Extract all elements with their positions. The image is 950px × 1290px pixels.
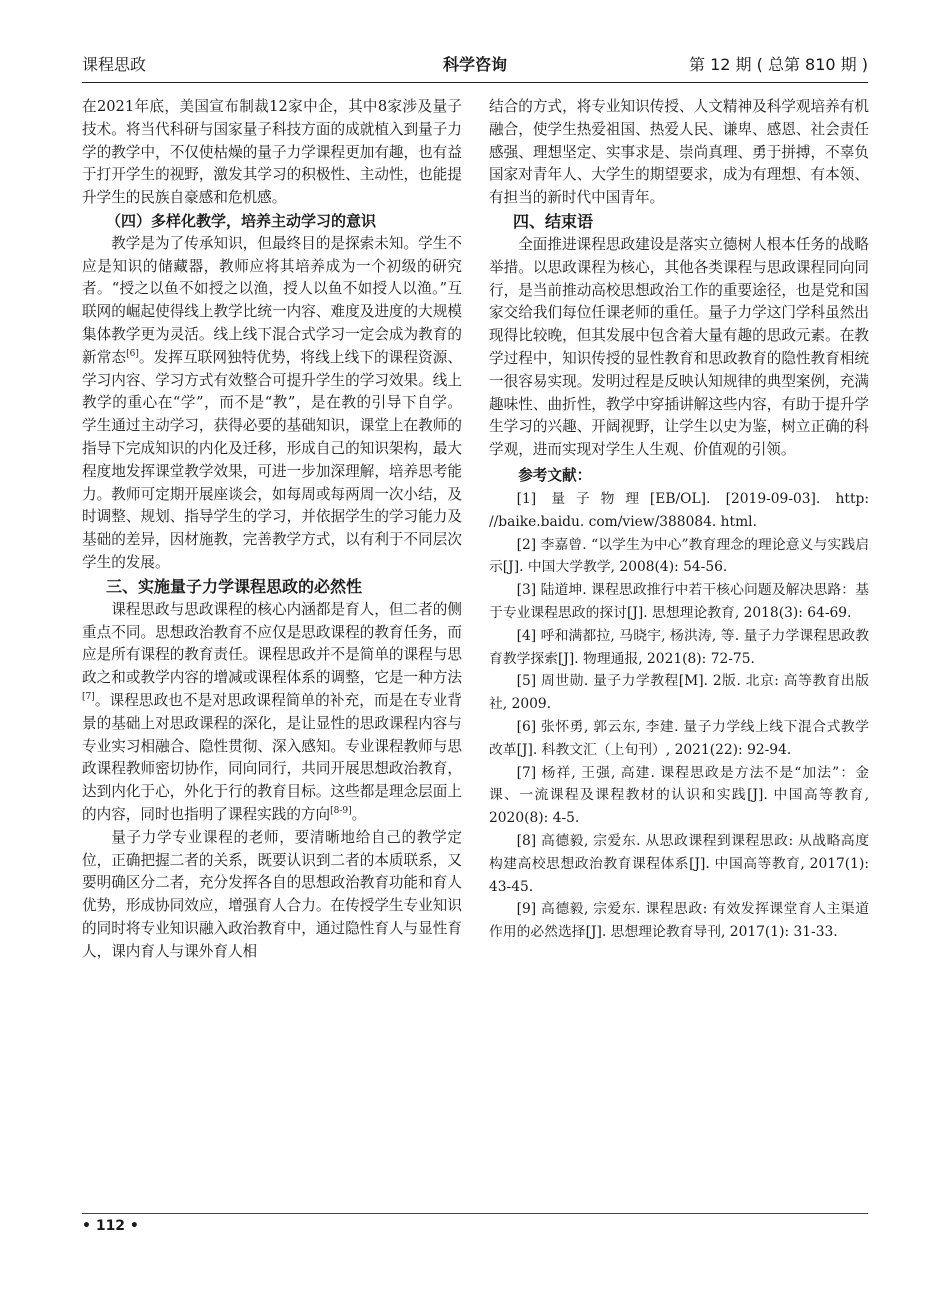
header-journal-title: 科学咨询 bbox=[442, 55, 507, 74]
reference-item: [3] 陆道坤. 课程思政推行中若干核心问题及解决思路：基于专业课程思政的探讨[J]. 思想理论教育, 2018(3): 64-69. bbox=[489, 582, 869, 621]
paragraph: 量子力学专业课程的老师，要清晰地给自己的教学定位，正确把握二者的关系，既要认识到二者的本质联系，又要明确区分二者，充分发挥各自的思想政治教育功能和育人优势，形成协同效应，增强育人合力。在传授学生专业知识的同时将专业知识融入政治教育中，通过隐性育人与显性育人，课内育人与课外育人相 bbox=[82, 828, 462, 960]
right-column bbox=[489, 96, 869, 944]
header-issue: 第 12 期 ( 总第 810 期 ) bbox=[689, 55, 868, 74]
section-heading: 三、实施量子力学课程思政的必然性 bbox=[106, 576, 363, 596]
citation: [6] bbox=[126, 348, 139, 359]
references-title: 参考文献： bbox=[518, 466, 592, 484]
running-header bbox=[82, 52, 868, 78]
reference-item: [4] 呼和满都拉, 马晓宇, 杨洪涛, 等. 量子力学课程思政教育教学探索[J]. 物理通报, 2021(8): 72-75. bbox=[489, 627, 869, 667]
subsection-heading: （四）多样化教学，培养主动学习的意识 bbox=[106, 211, 377, 230]
paragraph: 教学是为了传承知识，但最终目的是探索未知。学生不应是知识的储藏器，教师应将其培养成为一个初级的研究者。“授之以鱼不如授之以渔，授人以鱼不如授人以渔。”互联网的崛起使得线上教学比统一内容、难度及进度的大规模集体教学更为灵活。线上线下混合式学习一定会成为教育的新常态[6]。发挥互联网独特优势，将线上线下的课程资源、学习内容、学习方式有效整合可提升学生的学习效果。线上教学的重心在“学”，而不是“教”，是在教的引导下自学。学生通过主动学习，获得必要的基础知识，课堂上在教师的指导下完成知识的内化及迁移，形成自己的知识架构，最大程度地发挥课堂教学效果，可进一步加深理解，培养思考能力。教师可定期开展座谈会，如每周或每两周一次小结，及时调整、规划、指导学生的学习，并依据学生的学习能力及基础的差异，因材施教，完善教学方式，以有利于不同层次学生的发展。 bbox=[82, 234, 462, 571]
paragraph: 全面推进课程思政建设是落实立德树人根本任务的战略举措。以思政课程为核心，其他各类课程与思政课程同向同行，是当前推动高校思想政治工作的重要途径，也是党和国家交给我们每位任课老师的重任。量子力学这门学科虽然出现得比较晚，但其发展中包含着大量有趣的思政元素。在教学过程中，知识传授的显性教育和思政教育的隐性教育相统一很容易实现。发明过程是反映认知规律的典型案例，充满趣味性、曲折性，教学中穿插讲解这些内容，有助于提升学生学习的兴趣、开阔视野，让学生以史为鉴，树立正确的科学观，进而实现对学生人生观、价值观的引领。 bbox=[489, 235, 869, 459]
header-rule bbox=[82, 82, 868, 83]
page-number: • 112 • bbox=[82, 1218, 139, 1234]
reference-item: [2] 李嘉曾. “以学生为中心”教育理念的理论意义与实践启示[J]. 中国大学教学, 2008(4): 54-56. bbox=[489, 536, 869, 576]
reference-list bbox=[489, 488, 869, 944]
citation: [7] bbox=[82, 692, 95, 703]
citation: [8-9] bbox=[330, 806, 352, 817]
reference-item: [5] 周世勋. 量子力学教程[M]. 2版. 北京: 高等教育出版社, 2009. bbox=[489, 673, 869, 713]
footer-rule bbox=[82, 1213, 868, 1214]
paragraph: 结合的方式，将专业知识传授、人文精神及科学观培养有机融合，使学生热爱祖国、热爱人民、谦卑、感恩、社会责任感强、理想坚定、实事求是、崇尚真理、勇于拼搏，不辜负国家对青年人、大学生的期望要求，成为有理想、有本领、有担当的新时代中国青年。 bbox=[489, 98, 869, 207]
paragraph: 在2021年底，美国宣布制裁12家中企，其中8家涉及量子技术。将当代科研与国家量子科技方面的成就植入到量子力学的教学中，不仅使枯燥的量子力学课程更加有趣，也有益于打开学生的视野，激发其学习的积极性、主动性，也能提升学生的民族自豪感和危机感。 bbox=[82, 98, 462, 207]
reference-item: [8] 高德毅, 宗爱东. 从思政课程到课程思政: 从战略高度构建高校思想政治教育课程体系[J]. 中国高等教育, 2017(1): 43-45. bbox=[489, 832, 869, 895]
reference-item: [1] 量子物理[EB/OL]. [2019-09-03]. http: //baike.baidu. com/view/388084. html. bbox=[489, 490, 869, 530]
header-section: 课程思政 bbox=[82, 55, 147, 74]
section-heading: 四、结束语 bbox=[513, 211, 594, 231]
reference-item: [6] 张怀勇, 郭云东, 李建. 量子力学线上线下混合式教学改革[J]. 科教文汇（上旬刊）, 2021(22): 92-94. bbox=[489, 718, 869, 758]
paragraph: 课程思政与思政课程的核心内涵都是育人，但二者的侧重点不同。思想政治教育不应仅是思政课程的教育任务，而应是所有课程的教育责任。课程思政并不是简单的课程与思政之和或教学内容的增减或课程体系的调整，它是一种方法[7]。课程思政也不是对思政课程简单的补充，而是在专业背景的基础上对思政课程的深化，是让显性的思政课程内容与专业实习相融合、隐性贯彻、深入感知。专业课程教师与思政课程教师密切协作，同向同行，共同开展思想政治教育，达到内化于心，外化于行的教育目标。这些都是理念层面上的内容，同时也指明了课程实践的方向[8-9]。 bbox=[82, 600, 462, 823]
reference-item: [7] 杨祥, 王强, 高建. 课程思政是方法不是“加法”：金课、一流课程及课程教材的认识和实践[J]. 中国高等教育, 2020(8): 4-5. bbox=[489, 764, 869, 827]
reference-item: [9] 高德毅, 宗爱东. 课程思政: 有效发挥课堂育人主渠道作用的必然选择[J]. 思想理论教育导刊, 2017(1): 31-33. bbox=[489, 901, 869, 941]
left-column bbox=[82, 96, 462, 963]
